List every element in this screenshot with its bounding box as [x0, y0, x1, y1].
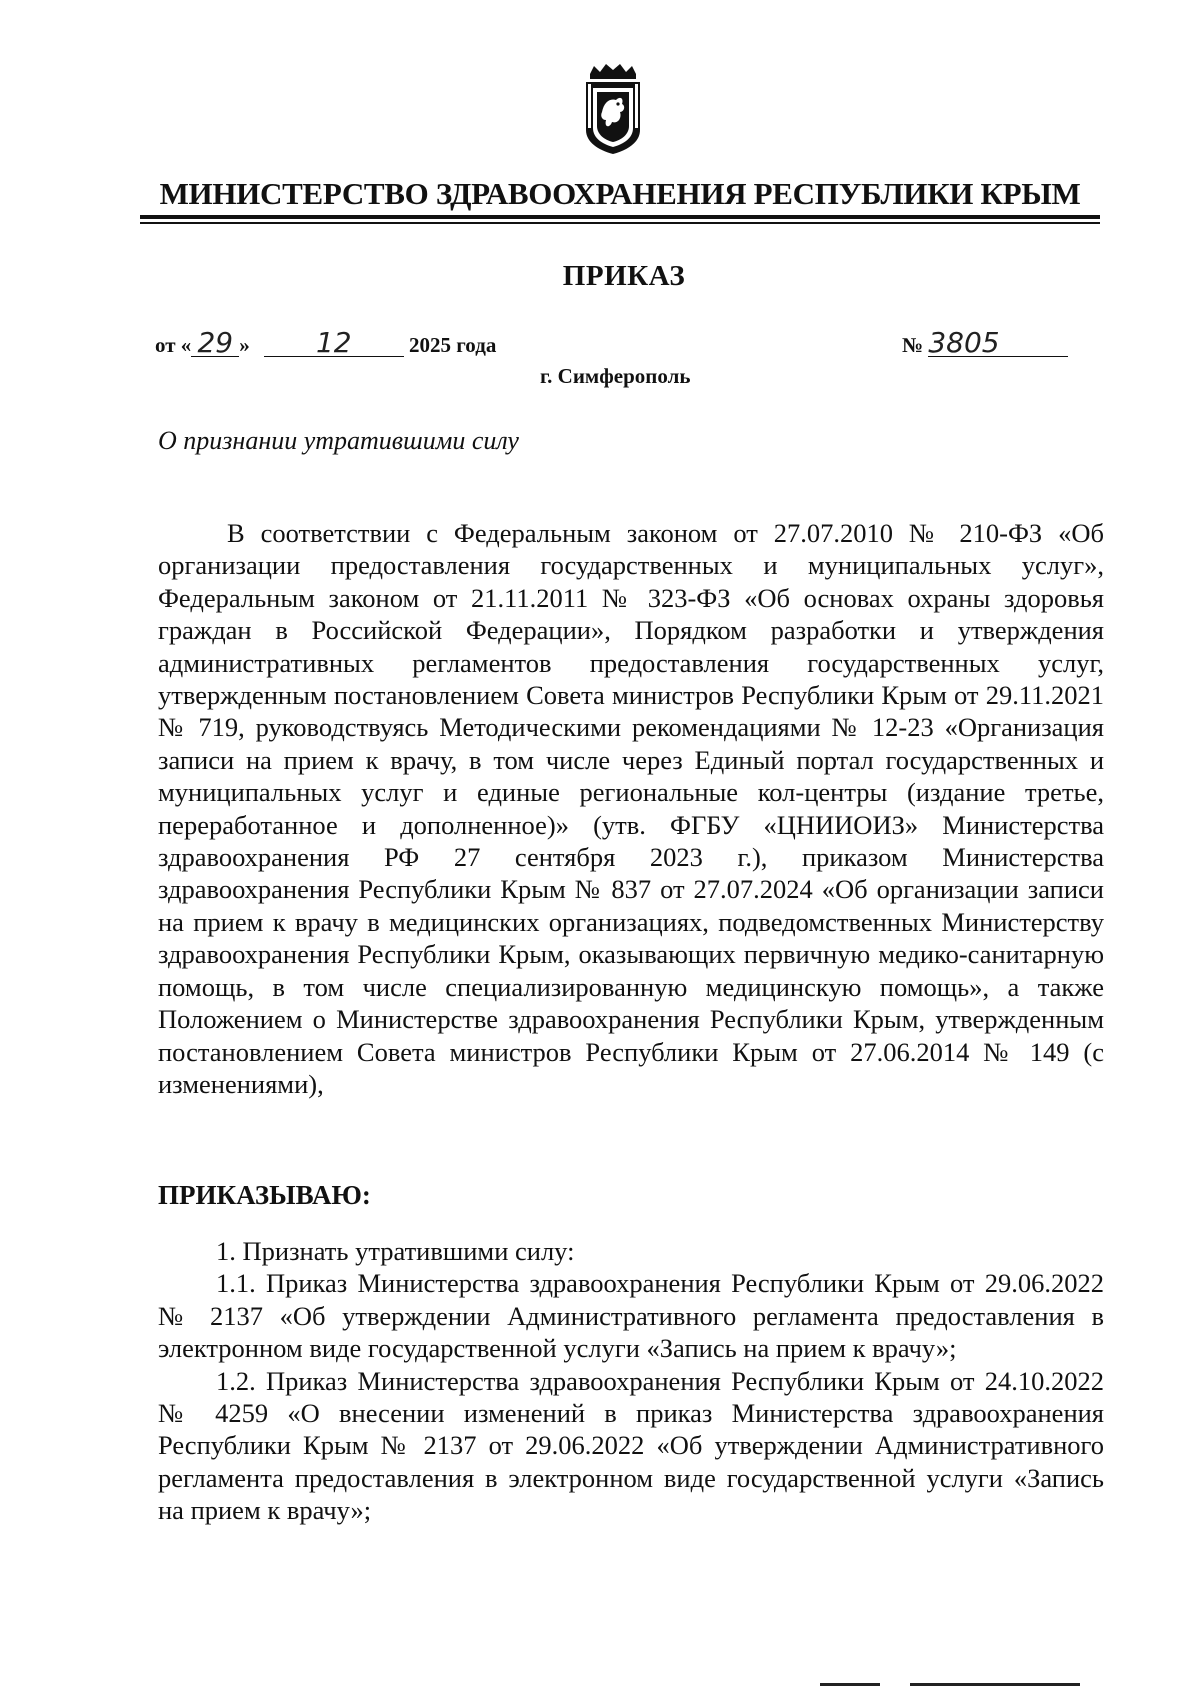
scan-edge-marks: [820, 1683, 1080, 1686]
date-year: 2025 года: [409, 333, 497, 357]
number-prefix: №: [902, 333, 924, 357]
date-quote-close: »: [239, 333, 250, 357]
document-type-title: ПРИКАЗ: [562, 260, 686, 292]
order-items: [158, 1235, 1104, 1527]
item-1: 1. Признать утратившими силу:: [216, 1236, 575, 1266]
number-value: 3805: [928, 330, 1068, 357]
date-month: 12: [264, 330, 404, 357]
coat-of-arms-emblem: [584, 60, 642, 156]
header-rule-thin: [140, 222, 1100, 224]
item-1-2: 1.2. Приказ Министерства здравоохранения Республики Крым от 24.10.2022 № 4259 «О внесении изменений в приказ Министерства здравоохранения Республики Крым № 2137 от 29.06.2022 «Об утверждении Административного регламента предоставления в электронном виде государственной услуги «Запись на прием к врачу»;: [158, 1365, 1104, 1526]
order-number: [902, 326, 1068, 359]
preamble-paragraph: В соответствии с Федеральным законом от 27.07.2010 № 210-ФЗ «Об организации предоставления государственных и муниципальных услуг», Федеральным законом от 21.11.2011 № 323-ФЗ «Об основах охраны здоровья граждан в Российской Федерации», Порядком разработки и утверждения административных регламентов предоставления государственных услуг, утвержденным постановлением Совета министров Республики Крым от 29.11.2021 № 719, руководствуясь Методическими рекомендациями № 12-23 «Организация записи на прием к врачу, в том числе через Единый портал государственных и муниципальных услуг и единые региональные кол-центры (издание третье, переработанное и дополненное)» (утв. ФГБУ «ЦНИИОИЗ» Министерства здравоохранения РФ 27 сентября 2023 г.), приказом Министерства здравоохранения Республики Крым № 837 от 27.07.2024 «Об организации записи на прием к врачу в медицинских организациях, подведомственных Министерству здравоохранения Республики Крым, оказывающих первичную медико-санитарную помощь, в том числе специализированную медицинскую помощь», а также Положением о Министерстве здравоохранения Республики Крым, утвержденным постановлением Совета министров Республики Крым от 27.06.2014 № 149 (с изменениями),: [158, 518, 1104, 1099]
date-day: 29: [191, 330, 239, 357]
city: г. Симферополь: [540, 364, 691, 388]
header-rule-thick: [140, 215, 1100, 219]
order-directive: ПРИКАЗЫВАЮ:: [158, 1180, 371, 1210]
order-date: [155, 326, 497, 359]
preamble: [158, 517, 1104, 1100]
ministry-name: МИНИСТЕРСТВО ЗДРАВООХРАНЕНИЯ РЕСПУБЛИКИ КРЫМ: [159, 176, 1081, 211]
date-prefix: от «: [155, 333, 192, 357]
order-subject: О признании утратившими силу: [158, 426, 519, 455]
item-1-1: 1.1. Приказ Министерства здравоохранения Республики Крым от 29.06.2022 № 2137 «Об утверждении Административного регламента предоставления в электронном виде государственной услуги «Запись на прием к врачу»;: [158, 1268, 1104, 1364]
